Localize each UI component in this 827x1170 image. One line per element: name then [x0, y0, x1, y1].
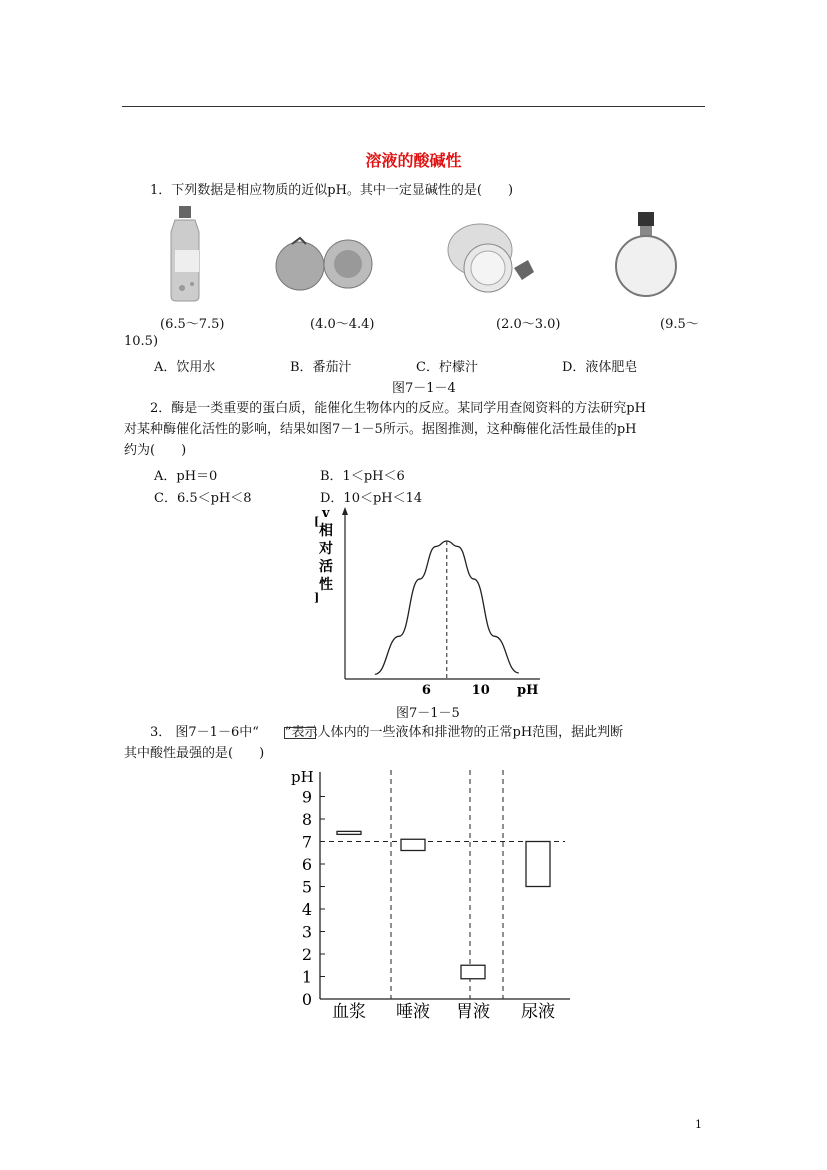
q2-option-d: D．10＜pH＜14 [320, 491, 423, 506]
chart2-ytick-7: 7 [301, 832, 312, 852]
chart2-ytick-1: 1 [301, 967, 312, 987]
chart1-xtick-10: 10 [471, 683, 490, 698]
chart1-xlabel: pH [517, 683, 539, 698]
ph-label-lemon: (2.0～3.0) [496, 317, 561, 332]
ph-label-tomato: (4.0～4.4) [310, 317, 375, 332]
tomato-image [270, 232, 380, 294]
chart1-y-top: v [322, 506, 330, 521]
ph-range-bar-3 [526, 842, 550, 887]
q2-option-c: C．6.5＜pH＜8 [154, 491, 252, 506]
range-box-symbol [284, 727, 316, 739]
chart1-xtick-6: 6 [421, 683, 431, 698]
fig-7-1-5-caption: 图7－1－5 [396, 706, 460, 721]
chart1-y-bracket-bottom: ] [314, 591, 320, 604]
q3-stem-line1: 3． 图7－1－6中“ ”表示人体内的一些液体和排泄物的正常pH范围，据此判断 [150, 725, 624, 740]
ph-range-bar-1 [401, 839, 425, 850]
ph-label-soap-cont: 10.5) [124, 334, 159, 349]
q1-option-a: A．饮用水 [154, 360, 216, 375]
fig-7-1-4-caption: 图7－1－4 [392, 381, 456, 396]
chart1-ylabel: 相对活性 [319, 523, 333, 593]
water-bottle-image [160, 204, 210, 304]
q2-option-b: B．1＜pH＜6 [320, 469, 405, 484]
page-number: 1 [695, 1118, 702, 1131]
chart2-category-1: 唾液 [396, 1002, 430, 1022]
chart2-ytick-3: 3 [301, 922, 312, 942]
chart2-ytick-4: 4 [301, 900, 312, 919]
page-title: 溶液的酸碱性 [365, 151, 462, 170]
chart2-ytick-5: 5 [301, 877, 312, 897]
q3-stem-line2: 其中酸性最强的是( ) [124, 746, 265, 761]
chart2-category-3: 尿液 [521, 1002, 555, 1022]
q1-option-c: C．柠檬汁 [416, 360, 478, 375]
chart2-category-2: 胃液 [456, 1002, 490, 1022]
ph-range-bar-2 [461, 965, 485, 979]
ph-label-water: (6.5～7.5) [160, 317, 225, 332]
q2-option-a: A．pH＝0 [154, 469, 218, 484]
chart2-ytick-0: 0 [301, 990, 312, 1009]
header-rule [122, 106, 705, 107]
chart2-ytick-8: 8 [301, 810, 312, 829]
q1-option-b: B．番茄汁 [290, 360, 352, 375]
ph-range-bar-0 [337, 831, 361, 834]
body-fluid-ph-chart [285, 766, 575, 1026]
ph-label-soap: (9.5～ [660, 317, 699, 332]
chart2-category-0: 血浆 [332, 1002, 366, 1022]
enzyme-activity-chart [300, 505, 550, 700]
soap-bottle-image [612, 210, 682, 302]
q2-stem-line2: 对某种酶催化活性的影响，结果如图7－1－5所示。据图推测，这种酶催化活性最佳的pH [124, 422, 637, 437]
chart2-ytick-6: 6 [301, 855, 312, 874]
chart1-y-bracket-top: [ [314, 515, 320, 528]
chart2-ytick-2: 2 [301, 945, 312, 964]
lemon-image [440, 218, 540, 300]
chart2-plot [291, 768, 570, 1022]
q2-stem-line1: 2．酶是一类重要的蛋白质，能催化生物体内的反应。某同学用查阅资料的方法研究pH [150, 401, 646, 416]
q1-option-d: D．液体肥皂 [562, 360, 638, 375]
chart2-ytick-9: 9 [301, 787, 312, 807]
chart2-ylabel: pH [291, 768, 314, 786]
q1-stem: 1．下列数据是相应物质的近似pH。其中一定显碱性的是( ) [150, 183, 514, 198]
q2-stem-line3: 约为( ) [124, 443, 187, 458]
